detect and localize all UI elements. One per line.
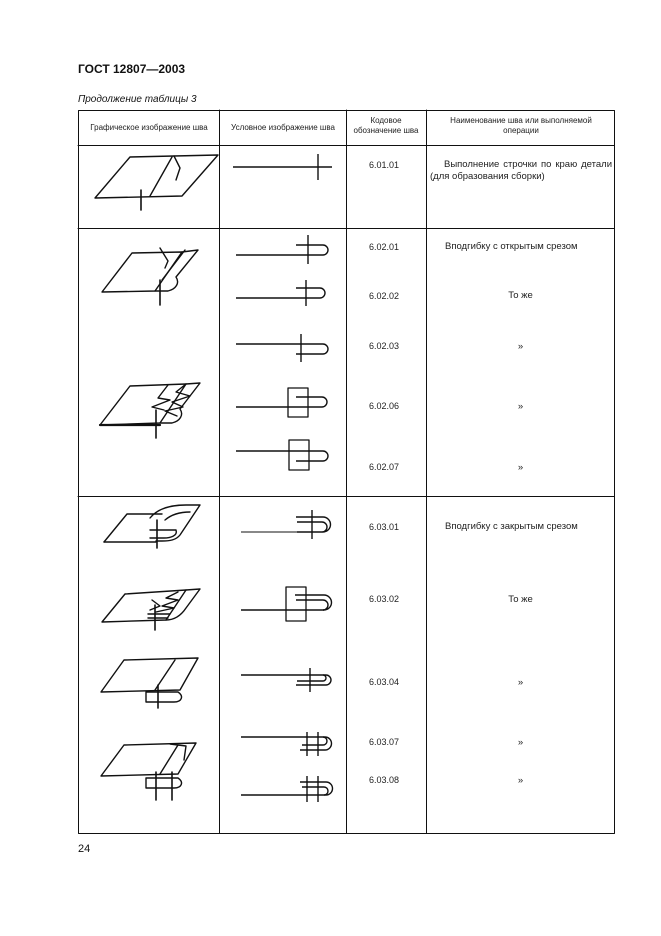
seam-graphic-6-02-01 (102, 248, 198, 305)
name-cell: » (517, 677, 524, 688)
seam-graphic-6-03-07 (101, 743, 196, 800)
seam-graphic-6-01-01 (95, 155, 218, 210)
seam-symbol-6-03-01 (241, 510, 331, 539)
code-cell: 6.02.01 (369, 242, 400, 252)
seam-symbol-6-03-08 (241, 776, 333, 802)
seam-symbol-6-02-02 (236, 280, 325, 306)
seam-graphic-6-02-06 (100, 383, 200, 438)
code-cell: 6.03.04 (369, 677, 400, 687)
seam-graphic-6-03-04 (101, 658, 198, 708)
header-name: Наименование шва или выполняемой операции (450, 116, 592, 135)
name-cell: То же (508, 290, 533, 301)
header-conventional-image: Условное изображение шва (231, 123, 335, 132)
code-cell: 6.02.07 (369, 462, 400, 472)
code-cell: 6.03.07 (369, 737, 400, 747)
seam-symbol-6-03-02 (241, 587, 332, 621)
seam-symbol-6-02-07 (236, 440, 328, 470)
seam-symbol-6-03-04 (241, 668, 331, 692)
code-cell: 6.02.02 (369, 291, 400, 301)
code-cell: 6.02.03 (369, 341, 400, 351)
name-cell: То же (508, 594, 533, 605)
seam-symbol-6-01-01 (233, 154, 332, 180)
seam-symbol-6-02-03 (236, 334, 328, 362)
page-number: 24 (78, 843, 91, 855)
name-cell: Вподгибку с закрытым срезом (445, 521, 578, 532)
table-caption: Продолжение таблицы 3 (78, 94, 197, 105)
code-cell: 6.03.02 (369, 594, 400, 604)
name-cell: Вподгибку с открытым срезом (445, 241, 578, 252)
seam-graphic-6-03-01 (104, 505, 200, 548)
name-cell: Выполнение строчки по краю детали (для образования сборки) (430, 159, 612, 182)
document-title: ГОСТ 12807—2003 (78, 62, 186, 76)
name-cell: » (517, 341, 524, 352)
name-cell: » (517, 737, 524, 748)
code-cell: 6.03.01 (369, 522, 400, 532)
code-cell: 6.01.01 (369, 160, 400, 170)
code-cell: 6.03.08 (369, 775, 400, 785)
seam-symbol-6-02-01 (236, 235, 328, 264)
header-graphic-image: Графическое изображение шва (90, 123, 208, 132)
code-cell: 6.02.06 (369, 401, 400, 411)
seam-symbol-6-02-06 (236, 388, 327, 417)
name-cell: » (517, 775, 524, 786)
name-cell: » (517, 462, 524, 473)
header-code: Кодовое обозначение шва (353, 116, 419, 135)
seam-graphic-6-03-02 (102, 589, 200, 630)
seam-symbol-6-03-07 (241, 732, 332, 756)
name-cell: » (517, 401, 524, 412)
